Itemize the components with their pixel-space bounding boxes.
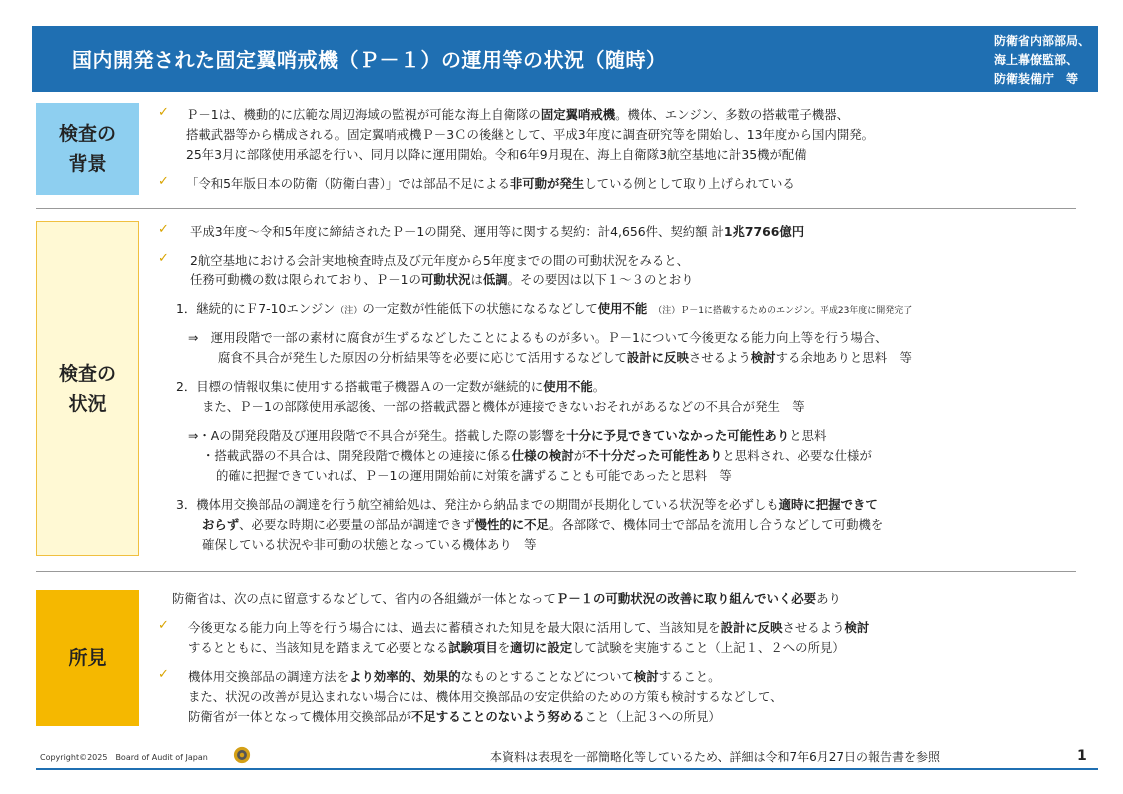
status-item-2-sub-2: ・搭載武器の不具合は、開発段階で機体との連接に係る仕様の検討が不十分だった可能性ありと思料され、必要な仕様が bbox=[202, 448, 872, 463]
background-bullet-2: 「令和5年版日本の防衛（防衛白書）」では部品不足による非可動が発生している例として取り上げられている bbox=[186, 176, 795, 191]
section-divider bbox=[36, 208, 1076, 209]
background-bullet-1-line-3: 25年3月に部隊使用承認を行い、同月以降に運用開始。令和6年9月現在、海上自衛隊3航空基地に計35機が配備 bbox=[186, 147, 807, 162]
status-item-2-line-2: また、Ｐ－1の部隊使用承認後、一部の搭載武器と機体が連接できないおそれがあるなどの不具合が発生 等 bbox=[202, 399, 805, 414]
findings-item-2: 機体用交換部品の調達方法をより効率的、効果的なものとすることなどについて検討すること。 bbox=[188, 669, 721, 684]
label-background: 検査の 背景 bbox=[36, 103, 139, 195]
status-item-2-sub-3: 的確に把握できていれば、Ｐ－1の運用開始前に対策を講ずることも可能であったと思料 等 bbox=[216, 468, 732, 483]
background-bullet-1-line-2: 搭載武器等から構成される。固定翼哨戒機Ｐ－3Ｃの後継として、平成3年度に調査研究等を開始し、13年度から国内開発。 bbox=[186, 127, 874, 142]
check-icon: ✓ bbox=[158, 222, 169, 237]
status-item-1-sub-2: 腐食不具合が発生した原因の分析結果等を必要に応じて活用するなどして設計に反映させるよう検討する余地ありと思料 等 bbox=[218, 350, 912, 365]
findings-item-2-line-3: 防衛省が一体となって機体用交換部品が不足することのないよう努めること（上記３への所見） bbox=[188, 709, 721, 724]
findings-item-1-line-2: するとともに、当該知見を踏まえて必要となる試験項目を適切に設定して試験を実施すること（上記１、２への所見） bbox=[188, 640, 845, 655]
check-icon: ✓ bbox=[158, 174, 169, 189]
status-contracts: 平成3年度～令和5年度に締結されたＰ－1の開発、運用等に関する契約：計4,656件、契約額 計1兆7766億円 bbox=[190, 224, 805, 239]
check-icon: ✓ bbox=[158, 667, 169, 682]
org-line: 防衛装備庁 等 bbox=[993, 72, 1078, 86]
copyright-text: Copyright©2025 Board of Audit of Japan bbox=[40, 753, 208, 762]
findings-intro: 防衛省は、次の点に留意するなどして、省内の各組織が一体となってＰ－１の可動状況の改善に取り組んでいく必要あり bbox=[172, 591, 841, 606]
responsible-organizations bbox=[994, 32, 1090, 89]
footer-note: 本資料は表現を一部簡略化等しているため、詳細は令和7年6月27日の報告書を参照 bbox=[490, 750, 941, 764]
status-item-3: 3．機体用交換部品の調達を行う航空補給処は、発注から納品までの期間が長期化している状況等を必ずしも適時に把握できて bbox=[176, 497, 878, 512]
status-item-1-sub-1: ⇒ 運用段階で一部の素材に腐食が生ずるなどしたことによるものが多い。Ｐ－1について今後更なる能力向上等を行う場合、 bbox=[188, 330, 888, 345]
status-item-3-line-3: 確保している状況や非可動の状態となっている機体あり 等 bbox=[202, 537, 537, 552]
label-status: 検査の 状況 bbox=[36, 221, 139, 556]
board-of-audit-logo-icon bbox=[233, 746, 251, 764]
status-item-2: 2．目標の情報収集に使用する搭載電子機器Ａの一定数が継続的に使用不能。 bbox=[176, 379, 606, 394]
page-number: 1 bbox=[1077, 748, 1087, 764]
org-line: 海上幕僚監部、 bbox=[993, 53, 1078, 67]
status-availability-line-2: 任務可動機の数は限られており、Ｐ－1の可動状況は低調。その要因は以下１～３のとおり bbox=[190, 272, 694, 287]
label-findings: 所見 bbox=[36, 590, 139, 726]
header-banner bbox=[32, 26, 1098, 92]
org-line: 防衛省内部部局、 bbox=[993, 34, 1090, 48]
section-divider bbox=[36, 571, 1076, 572]
footer-rule bbox=[36, 768, 1098, 770]
check-icon: ✓ bbox=[158, 251, 169, 266]
check-icon: ✓ bbox=[158, 105, 169, 120]
findings-item-1: 今後更なる能力向上等を行う場合には、過去に蓄積された知見を最大限に活用して、当該知見を設計に反映させるよう検討 bbox=[188, 620, 870, 635]
background-bullet-1: Ｐ－1は、機動的に広範な周辺海域の監視が可能な海上自衛隊の固定翼哨戒機。機体、エンジン、多数の搭載電子機器、 bbox=[186, 107, 849, 122]
status-item-3-line-2: おらず、必要な時期に必要量の部品が調達できず慢性的に不足。各部隊で、機体同士で部品を流用し合うなどして可動機を bbox=[202, 517, 884, 532]
status-availability: 2航空基地における会計実地検査時点及び元年度から5年度までの間の可動状況をみると、 bbox=[190, 253, 690, 268]
page-title: 国内開発された固定翼哨戒機（Ｐ－１）の運用等の状況（随時） bbox=[72, 48, 667, 72]
status-item-1: 1．継続的にＦ7-10エンジン（注）の一定数が性能低下の状態になるなどして使用不能 （注）Ｐ－1に搭載するためのエンジン。平成23年度に開発完了 bbox=[176, 301, 913, 316]
status-item-2-sub-1: ⇒・Aの開発段階及び運用段階で不具合が発生。搭載した際の影響を十分に予見できていなかった可能性ありと思料 bbox=[188, 428, 827, 443]
check-icon: ✓ bbox=[158, 618, 169, 633]
findings-item-2-line-2: また、状況の改善が見込まれない場合には、機体用交換部品の安定供給のための方策も検討するなどして、 bbox=[188, 689, 783, 704]
